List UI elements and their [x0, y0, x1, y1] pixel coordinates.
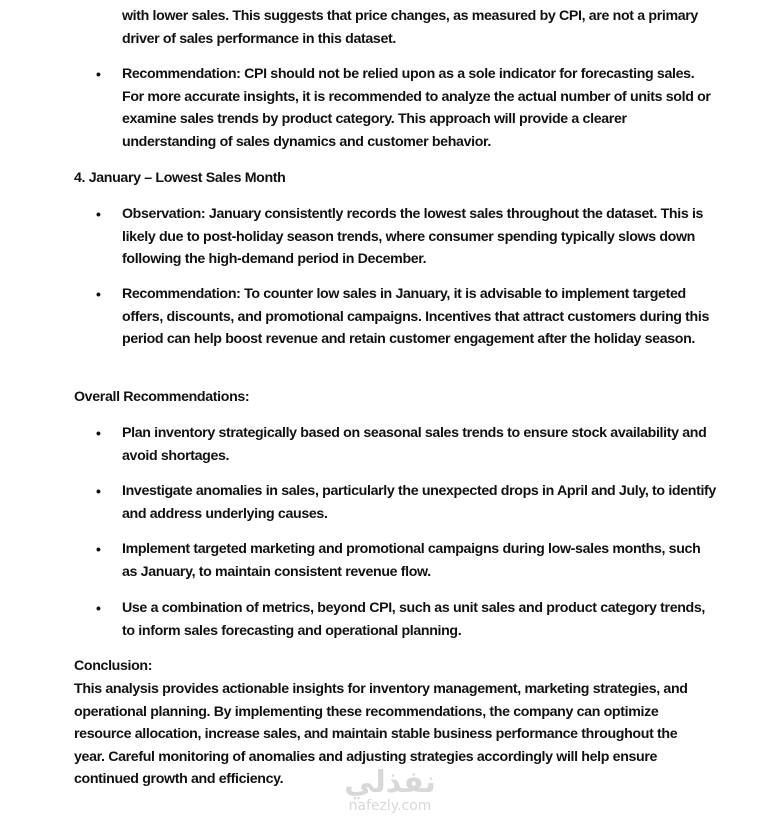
overall-bullet-text: Plan inventory strategically based on seasonal sales trends to ensure stock availability and avoid shortages. [122, 425, 707, 464]
overall-bullet-text: Implement targeted marketing and promotional campaigns during low-sales months, such as January, to maintain consistent revenue flow. [122, 541, 701, 580]
conclusion-heading: Conclusion: [74, 658, 153, 674]
overall-bullet-text: Use a combination of metrics, beyond CPI, such as unit sales and product category trends, to inform sales forecasting and operational planning. [122, 600, 705, 639]
section-4-heading: 4. January – Lowest Sales Month [74, 170, 286, 186]
bullet-icon: • [96, 286, 101, 302]
watermark-latin: nafezly.com [348, 798, 432, 814]
cpi-recommendation-text: Recommendation: CPI should not be relied upon as a sole indicator for forecasting sales. For more accurate insights, it is recommended to analyze the actual number of units sold or examine sales trends by product category. This approach will provide a clearer understanding of sales dynamics and customer behavior. [122, 66, 711, 150]
bullet-icon: • [96, 541, 101, 557]
january-observation-text: Observation: January consistently records the lowest sales throughout the dataset. This is likely due to post-holiday season trends, where consumer spending typically slows down following the high-demand period in December. [122, 206, 704, 268]
bullet-icon: • [96, 206, 101, 222]
overall-bullet-text: Investigate anomalies in sales, particularly the unexpected drops in April and July, to identify and address underlying causes. [122, 483, 716, 522]
continued-paragraph [96, 5, 716, 50]
continued-text: with lower sales. This suggests that price changes, as measured by CPI, are not a primary driver of sales performance in this dataset. [122, 8, 698, 47]
bullet-icon: • [96, 66, 101, 82]
bullet-icon: • [96, 600, 101, 616]
conclusion-text: This analysis provides actionable insights for inventory management, marketing strategies, and operational planning. By implementing these recommendations, the company can optimize resource allocation, increase sales, and maintain stable business performance throughout the year. Careful monitoring of anomalies and adjusting strategies accordingly will help ensure continued growth and efficiency. [74, 681, 688, 788]
bullet-icon: • [96, 483, 101, 499]
overall-recommendations-heading: Overall Recommendations: [74, 389, 250, 405]
watermark-arabic: نفذلي [344, 765, 436, 800]
bullet-icon: • [96, 425, 101, 441]
january-recommendation-text: Recommendation: To counter low sales in January, it is advisable to implement targeted offers, discounts, and promotional campaigns. Incentives that attract customers during this period can help boost revenue and retain customer engagement after the holiday season. [122, 286, 709, 348]
